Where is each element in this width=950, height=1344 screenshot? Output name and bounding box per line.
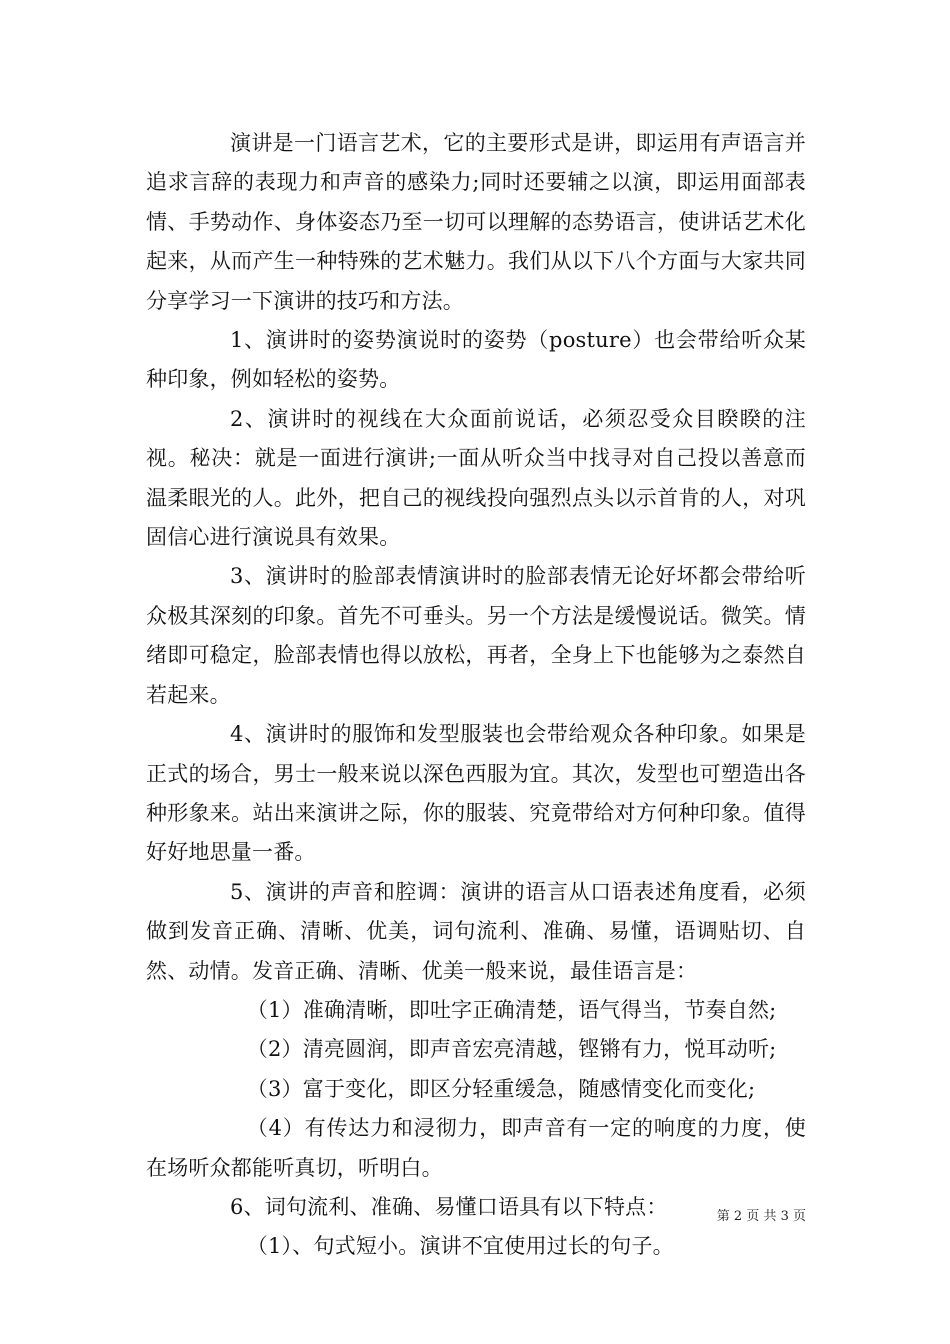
paragraph-attire: 4、演讲时的服饰和发型服装也会带给观众各种印象。如果是正式的场合，男士一般来说以深色西服为宜。其次，发型也可塑造出各种形象来。站出来演讲之际，你的服装、究竟带给对方何种印象。值得好好地思量一番。 [146, 722, 806, 865]
paragraph-facial-expression: 3、演讲时的脸部表情演讲时的脸部表情无论好坏都会带给听众极其深刻的印象。首先不可垂头。另一个方法是缓慢说话。微笑。情绪即可稳定，脸部表情也得以放松，再者，全身上下也能够为之泰然自若起来。 [146, 564, 806, 707]
document-body [146, 124, 806, 1267]
page-number-footer: 第 2 页 共 3 页 [716, 1209, 806, 1224]
paragraph-posture: 1、演讲时的姿势演说时的姿势（posture）也会带给听众某种印象，例如轻松的姿势。 [146, 328, 806, 392]
list-item-voice-2: （2）清亮圆润，即声音宏亮清越，铿锵有力，悦耳动听; [246, 1037, 777, 1062]
paragraph-intro: 演讲是一门语言艺术，它的主要形式是讲，即运用有声语言并追求言辞的表现力和声音的感染力;同时还要辅之以演，即运用面部表情、手势动作、身体姿态乃至一切可以理解的态势语言，使讲话艺术化起来，从而产生一种特殊的艺术魅力。我们从以下八个方面与大家共同分享学习一下演讲的技巧和方法。 [146, 131, 806, 313]
list-item-wording-1: （1）、句式短小。演讲不宜使用过长的句子。 [246, 1234, 674, 1259]
list-item-voice-4: （4）有传达力和浸彻力，即声音有一定的响度的力度，使在场听众都能听真切，听明白。 [146, 1116, 806, 1180]
list-item-voice-1: （1）准确清晰，即吐字正确清楚，语气得当，节奏自然; [246, 997, 777, 1022]
paragraph-gaze: 2、演讲时的视线在大众面前说话，必须忍受众目睽睽的注视。秘决：就是一面进行演讲;一面从听众当中找寻对自己投以善意而温柔眼光的人。此外，把自己的视线投向强烈点头以示首肯的人，对巩固信心进行演说具有效果。 [146, 406, 806, 550]
paragraph-voice: 5、演讲的声音和腔调：演讲的语言从口语表述角度看，必须做到发音正确、清晰、优美，词句流利、准确、易懂，语调贴切、自然、动情。发音正确、清晰、优美一般来说，最佳语言是： [146, 879, 806, 983]
list-item-voice-3: （3）富于变化，即区分轻重缓急，随感情变化而变化; [246, 1076, 756, 1101]
paragraph-wording: 6、词句流利、准确、易懂口语具有以下特点： [230, 1194, 668, 1219]
